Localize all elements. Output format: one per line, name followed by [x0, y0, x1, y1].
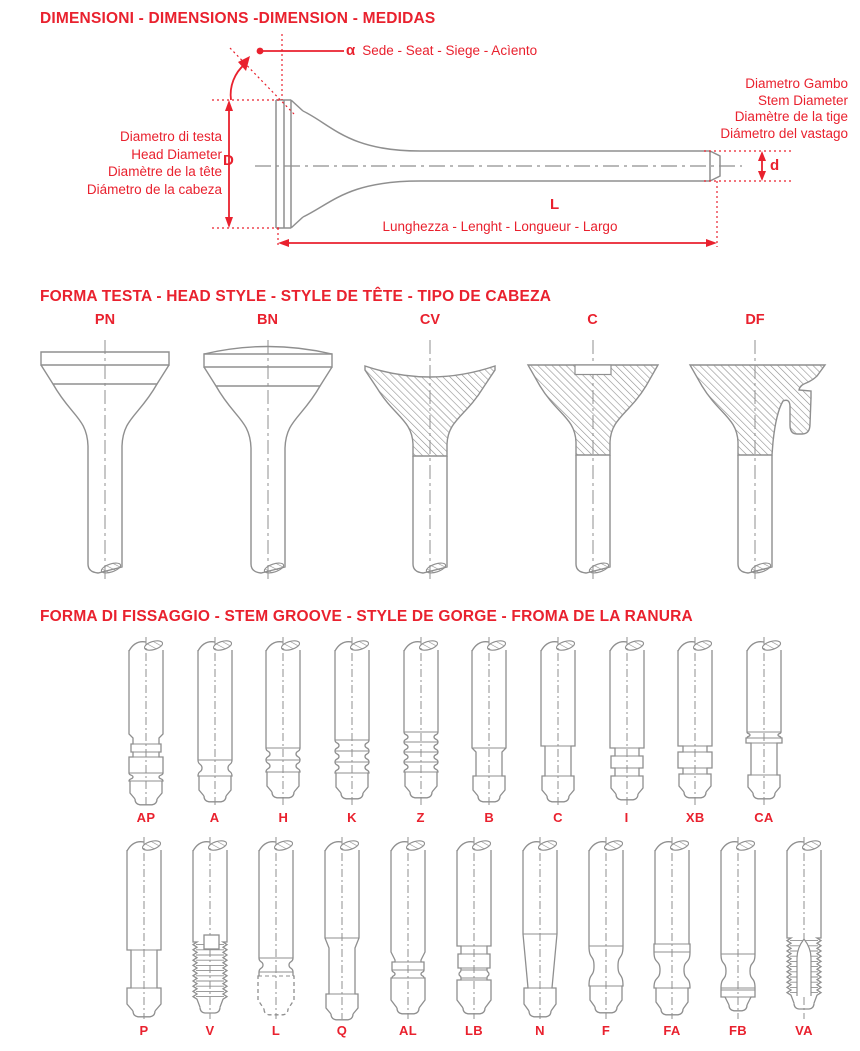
head-style-row: [25, 312, 835, 586]
stem-groove-drawing-LB: [441, 836, 507, 1021]
stem-groove-drawing-AL: [375, 836, 441, 1021]
stem-groove-label: H: [278, 810, 289, 825]
stem-groove-label: P: [139, 1023, 149, 1038]
stem-groove-label: N: [535, 1023, 545, 1038]
stem-groove-drawing-XB: [662, 636, 728, 808]
stem-groove-H: [250, 636, 316, 825]
head-style-DF: [675, 312, 835, 586]
stem-groove-drawing-A: [182, 636, 248, 808]
stem-groove-AP: [113, 636, 179, 825]
stem-groove-label: V: [205, 1023, 215, 1038]
stem-groove-drawing-K: [319, 636, 385, 808]
stem-groove-label: K: [347, 810, 357, 825]
stem-groove-row-1: [113, 636, 797, 825]
head-style-CV: [350, 312, 510, 586]
head-style-label: PN: [94, 312, 116, 328]
stem-groove-drawing-L: [243, 836, 309, 1021]
head-style-PN-drawing: [25, 334, 185, 586]
stem-groove-label: LB: [465, 1023, 483, 1038]
head-diameter-caption: Diametro di testa Head Diameter Diamètre de la tête Diámetro de la cabeza: [86, 129, 222, 197]
head-style-C: [513, 312, 673, 586]
stem-groove-N: [507, 836, 573, 1038]
head-style-BN-drawing: [188, 334, 348, 586]
head-style-label: C: [587, 312, 598, 328]
stem-groove-drawing-B: [456, 636, 522, 808]
stem-groove-label: F: [601, 1023, 611, 1038]
stem-groove-B: [456, 636, 522, 825]
head-style-label: DF: [745, 312, 765, 328]
stem-groove-XB: [662, 636, 728, 825]
stem-groove-label: FB: [729, 1023, 747, 1038]
stem-groove-drawing-H: [250, 636, 316, 808]
stem-groove-label: AP: [136, 810, 156, 825]
stem-groove-drawing-Q: [309, 836, 375, 1021]
seat-angle-label: [346, 42, 537, 59]
head-style-C-drawing: [513, 334, 673, 586]
stem-groove-V: [177, 836, 243, 1038]
stem-groove-K: [319, 636, 385, 825]
stem-groove-drawing-Z: [388, 636, 454, 808]
stem-groove-FB: [705, 836, 771, 1038]
stem-groove-AL: [375, 836, 441, 1038]
stem-groove-label: B: [484, 810, 495, 825]
length-symbol: L: [550, 196, 560, 213]
stem-groove-drawing-F: [573, 836, 639, 1021]
head-style-PN: [25, 312, 185, 586]
head-diameter-symbol: D: [223, 152, 234, 169]
head-style-DF-drawing: [675, 334, 835, 586]
stem-groove-F: [573, 836, 639, 1038]
stem-groove-drawing-AP: [113, 636, 179, 808]
stem-groove-label: VA: [795, 1023, 813, 1038]
stem-groove-label: AL: [399, 1023, 417, 1038]
stem-groove-label: I: [624, 810, 629, 825]
stem-groove-CA: [731, 636, 797, 825]
stem-groove-I: [594, 636, 660, 825]
head-style-label: BN: [257, 312, 278, 328]
stem-groove-Z: [388, 636, 454, 825]
stem-groove-FA: [639, 836, 705, 1038]
stem-groove-P: [111, 836, 177, 1038]
section-heading-head-style: FORMA TESTA - HEAD STYLE - STYLE DE TÊTE - TIPO DE CABEZA: [40, 288, 552, 305]
stem-groove-label: XB: [685, 810, 705, 825]
head-style-label: CV: [419, 312, 441, 328]
stem-groove-LB: [441, 836, 507, 1038]
stem-groove-label: Z: [416, 810, 425, 825]
alpha-symbol: α: [346, 42, 356, 59]
stem-groove-C: [525, 636, 591, 825]
stem-groove-Q: [309, 836, 375, 1038]
stem-groove-drawing-FA: [639, 836, 705, 1021]
stem-groove-drawing-VA: [771, 836, 837, 1021]
stem-groove-drawing-V: [177, 836, 243, 1021]
stem-groove-drawing-FB: [705, 836, 771, 1021]
stem-diameter-symbol: d: [770, 157, 780, 174]
section-heading-stem-groove: FORMA DI FISSAGGIO - STEM GROOVE - STYLE DE GORGE - FROMA DE LA RANURA: [40, 608, 693, 625]
length-caption: Lunghezza - Lenght - Longueur - Largo: [382, 219, 618, 234]
section-heading-dimensions: DIMENSIONI - DIMENSIONS -DIMENSION - MEDIDAS: [40, 10, 436, 27]
seat-caption: Sede - Seat - Siege - Acìento: [362, 43, 538, 58]
stem-groove-VA: [771, 836, 837, 1038]
stem-groove-A: [182, 636, 248, 825]
stem-diameter-caption: Diametro Gambo Stem Diameter Diamètre de la tige Diámetro del vastago: [720, 76, 848, 141]
stem-groove-label: L: [271, 1023, 281, 1038]
stem-groove-row-2: [111, 836, 833, 1038]
head-style-BN: [188, 312, 348, 586]
stem-groove-L: [243, 836, 309, 1038]
stem-groove-label: CA: [754, 810, 774, 825]
stem-groove-drawing-I: [594, 636, 660, 808]
dimension-figure: [0, 30, 860, 270]
stem-groove-label: A: [209, 810, 220, 825]
stem-groove-drawing-P: [111, 836, 177, 1021]
stem-groove-drawing-C: [525, 636, 591, 808]
stem-groove-drawing-CA: [731, 636, 797, 808]
stem-groove-label: Q: [336, 1023, 348, 1038]
stem-groove-label: C: [553, 810, 563, 825]
head-style-CV-drawing: [350, 334, 510, 586]
stem-groove-drawing-N: [507, 836, 573, 1021]
stem-groove-label: FA: [663, 1023, 681, 1038]
